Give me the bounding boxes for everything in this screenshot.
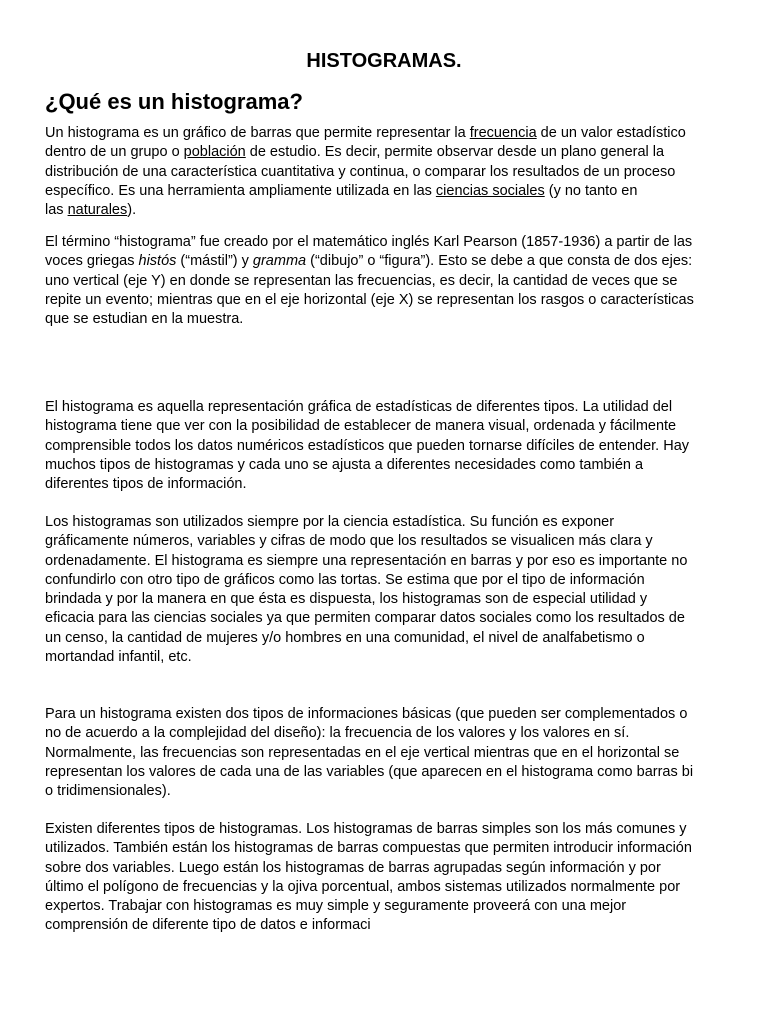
text-line: comprensible todos los datos numéricos estadísticos que pueden tornarse difíciles de entender. Hay bbox=[45, 437, 690, 454]
text-line: comprensión de diferente tipo de datos e informaci bbox=[45, 917, 371, 934]
text-line: Existen diferentes tipos de histogramas. Los histogramas de barras simples son los más comunes y bbox=[45, 821, 687, 837]
paragraph-information-types bbox=[45, 705, 725, 801]
text-line: uno vertical (eje Y) en donde se representan las frecuencias, es decir, la cantidad de veces que se bbox=[45, 272, 678, 289]
text-line: Para un histograma existen dos tipos de informaciones básicas (que pueden ser complementados o bbox=[45, 706, 688, 722]
text-line: Normalmente, las frecuencias son representadas en el eje vertical mientras que en el horizontal se bbox=[45, 744, 680, 761]
text-line: diferentes tipos de información. bbox=[45, 476, 247, 493]
text-line: brindada y por la manera en que ésta es dispuesta, los histogramas son de especial utilidad y bbox=[45, 591, 648, 608]
paragraph-usage bbox=[45, 513, 725, 667]
document-title: HISTOGRAMAS. bbox=[306, 50, 462, 72]
text-line: mortandad infantil, etc. bbox=[45, 649, 192, 666]
text-line: último el polígono de frecuencias y la ojiva porcentual, ambos sistemas utilizados normalmente por bbox=[45, 878, 681, 895]
text-line: eficacia para las ciencias sociales ya que permiten comparar datos sociales como los resultados de bbox=[45, 610, 685, 627]
text-line: gráficamente números, variables y cifras de modo que los resultados se visualicen más clara y bbox=[45, 533, 653, 550]
text-line: muchos tipos de histogramas y cada uno se ajusta a diferentes necesidades como también a bbox=[45, 456, 644, 473]
text-line: utilizados. También están los histogramas de barras compuestas que permiten introducir información bbox=[45, 840, 692, 857]
paragraph-etymology bbox=[45, 233, 725, 329]
text-line: que se estudian en la muestra. bbox=[45, 311, 244, 328]
text-line: repite un evento; mientras que en el eje horizontal (eje X) se representan los rasgos o características bbox=[45, 291, 694, 308]
text-line: distribución de una característica cuantitativa y continua, o comparar los resultados de un proceso bbox=[45, 163, 676, 180]
text-line: dentro de un grupo o población de estudio. Es decir, permite observar desde un plano general la bbox=[45, 144, 665, 161]
text-line: confundirlo con otro tipo de gráficos como las tortas. Se estima que por el tipo de información bbox=[45, 571, 645, 588]
text-line: representan los valores de cada una de las variables (que aparecen en el histograma como barras bi bbox=[45, 763, 694, 780]
paragraph-definition bbox=[45, 124, 725, 220]
link-ciencias-sociales[interactable]: ciencias sociales bbox=[435, 182, 545, 199]
text-line: específico. Es una herramienta ampliamente utilizada en las ciencias sociales (y no tanto en bbox=[45, 182, 638, 199]
text-line: o tridimensionales). bbox=[45, 783, 171, 800]
section-heading: ¿Qué es un histograma? bbox=[45, 89, 303, 114]
link-poblacion[interactable]: población bbox=[183, 144, 246, 161]
text-line: Los histogramas son utilizados siempre por la ciencia estadística. Su función es exponer bbox=[45, 514, 615, 530]
text-line: voces griegas histós (“mástil”) y gramma (“dibujo” o “figura”). Esto se debe a que consta de dos ejes: bbox=[45, 253, 693, 270]
paragraph-histogram-types bbox=[45, 820, 725, 936]
text-line: un censo, la cantidad de mujeres y/o hombres en una comunidad, el nivel de analfabetismo o bbox=[45, 629, 645, 646]
text-line: expertos. Trabajar con histogramas es muy simple y seguramente proveerá con una mejor bbox=[45, 898, 627, 915]
text-line: Un histograma es un gráfico de barras que permite representar la frecuencia de un valor estadístico bbox=[45, 125, 686, 141]
text-line: ordenadamente. El histograma es siempre una representación en barras y por eso es importante no bbox=[45, 552, 688, 569]
paragraph-utility bbox=[45, 398, 725, 494]
link-frecuencia[interactable]: frecuencia bbox=[469, 125, 537, 141]
text-line: las naturales). bbox=[45, 202, 137, 219]
text-line: sobre dos variables. Luego están los histogramas de barras agrupadas según información y por bbox=[45, 859, 661, 876]
text-line: histograma tiene que ver con la posibilidad de establecer de manera visual, ordenada y fácilmente bbox=[45, 418, 677, 435]
text-line: El histograma es aquella representación gráfica de estadísticas de diferentes tipos. La utilidad del bbox=[45, 399, 673, 415]
text-line: El término “histograma” fue creado por el matemático inglés Karl Pearson (1857-1936) a partir de las bbox=[45, 234, 693, 250]
text-line: no de acuerdo a la complejidad del diseño): la frecuencia de los valores y los valores en sí. bbox=[45, 725, 630, 742]
link-naturales[interactable]: naturales bbox=[67, 202, 128, 219]
